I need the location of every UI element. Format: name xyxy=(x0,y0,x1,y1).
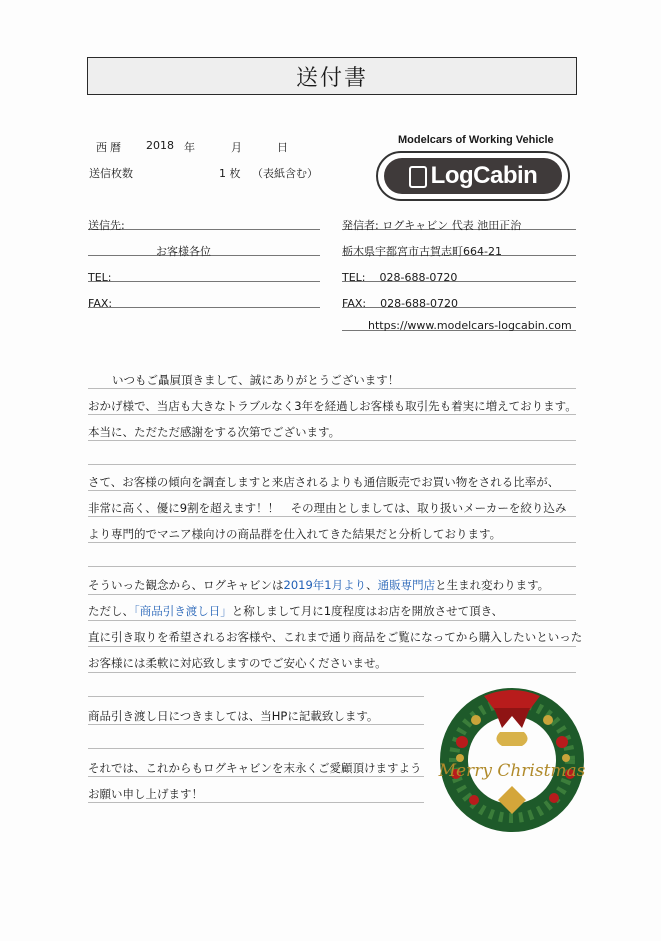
text-run: と称しまして月に1度程度はお店を開放させて頂き、 xyxy=(231,604,504,618)
pages-count: 1 枚 xyxy=(219,167,241,180)
sender-address: 栃木県宇都宮市古賀志町664-21 xyxy=(342,245,502,258)
sender-from: 発信者: ログキャビン 代表 池田正治 xyxy=(342,219,522,232)
merry-christmas-lettering: Merry Christmas xyxy=(438,761,586,781)
message-line: 商品引き渡し日につきましては、当HPに記載致します。 xyxy=(88,709,379,723)
era-label: 西暦 xyxy=(96,141,124,154)
text-run: そういった観念から、ログキャビンは xyxy=(88,578,284,592)
ruled-line xyxy=(88,566,576,567)
ruled-line xyxy=(88,696,424,697)
page-title xyxy=(87,57,577,95)
message-line: さて、お客様の傾向を調査しますと来店されるよりも通信販売でお買い物をされる比率が、 xyxy=(88,475,560,489)
sender-from-line xyxy=(342,214,576,230)
message-line: お願い申し上げます！ xyxy=(88,787,203,801)
ruled-line xyxy=(88,620,576,621)
message-line: 本当に、ただただ感謝をする次第でございます。 xyxy=(88,425,341,439)
ruled-line xyxy=(88,388,576,389)
highlight-handover-day: 「商品引き渡し日」 xyxy=(134,604,232,618)
ruled-line xyxy=(88,646,576,647)
highlight-mailorder: 通販専門店 xyxy=(377,578,436,592)
sender-address-line xyxy=(342,240,576,256)
sender-url-line xyxy=(342,314,576,331)
ruled-line xyxy=(88,724,424,725)
recipient-fax-label: FAX: xyxy=(88,297,113,310)
recipient-customer: お客様各位 xyxy=(156,245,211,258)
logo-text: LogCabin xyxy=(430,162,538,189)
recipient-to-line xyxy=(88,214,320,230)
message-line: より専門的でマニア様向けの商品群を仕入れてきた結果だと分析しております。 xyxy=(88,527,502,541)
recipient-fax-line xyxy=(88,292,320,308)
pages-label: 送信枚数 xyxy=(89,167,133,180)
message-line: 非常に高く、優に9割を超えます！！ その理由としましては、取り扱いメーカーを絞り込み xyxy=(88,501,567,515)
text-run: 、 xyxy=(366,578,378,592)
message-line xyxy=(88,602,503,620)
logcabin-logo xyxy=(376,151,570,201)
ruled-line xyxy=(88,542,576,543)
recipient-to-label: 送信先: xyxy=(88,219,125,232)
ruled-line xyxy=(88,802,424,803)
page-title-text: 送付書 xyxy=(295,65,368,91)
highlight-date: 2019年1月より xyxy=(283,578,367,592)
day-unit: 日 xyxy=(277,141,288,154)
ruled-line xyxy=(88,414,576,415)
sender-fax-line xyxy=(342,292,576,308)
sender-tel-line xyxy=(342,266,576,282)
message-line: いつもご贔屓頂きまして、誠にありがとうございます！ xyxy=(112,373,400,387)
brand-tagline: Modelcars of Working Vehicle xyxy=(398,134,554,146)
ruled-line xyxy=(88,516,576,517)
recipient-tel-line xyxy=(88,266,320,282)
recipient-customer-line xyxy=(88,240,320,256)
year-value: 2018 xyxy=(146,139,174,152)
ruled-line xyxy=(88,672,576,673)
sender-fax: FAX: 028-688-0720 xyxy=(342,297,458,310)
message-line: お客様には柔軟に対応致しますのでご安心くださいませ。 xyxy=(88,656,387,670)
message-line: それでは、これからもログキャビンを末永くご愛顧頂けますよう xyxy=(88,761,422,775)
ruled-line xyxy=(88,594,576,595)
cabin-icon xyxy=(409,166,427,188)
message-line: おかげ様で、当店も大きなトラブルなく3年を経過しお客様も取引先も着実に増えております。 xyxy=(88,399,577,413)
message-line xyxy=(88,576,549,594)
sender-url: https://www.modelcars-logcabin.com xyxy=(368,319,572,332)
ruled-line xyxy=(88,748,424,749)
recipient-tel-label: TEL: xyxy=(88,271,112,284)
message-line: 直に引き取りを希望されるお客様や、これまで通り商品をご覧になってから購入したいといった xyxy=(88,630,583,644)
ruled-line xyxy=(88,464,576,465)
pages-note: （表紙含む） xyxy=(252,167,318,180)
ruled-line xyxy=(88,440,576,441)
text-run: と生まれ変わります。 xyxy=(435,578,550,592)
year-unit: 年 xyxy=(184,141,195,154)
ruled-line xyxy=(88,776,424,777)
bells-icon xyxy=(496,732,527,746)
sender-tel: TEL: 028-688-0720 xyxy=(342,271,458,284)
bow-ribbon xyxy=(494,708,530,728)
christmas-wreath-image xyxy=(432,682,592,832)
month-unit: 月 xyxy=(231,141,242,154)
text-run: ただし、 xyxy=(88,604,134,618)
ruled-line xyxy=(88,490,576,491)
logo-badge xyxy=(384,158,562,194)
